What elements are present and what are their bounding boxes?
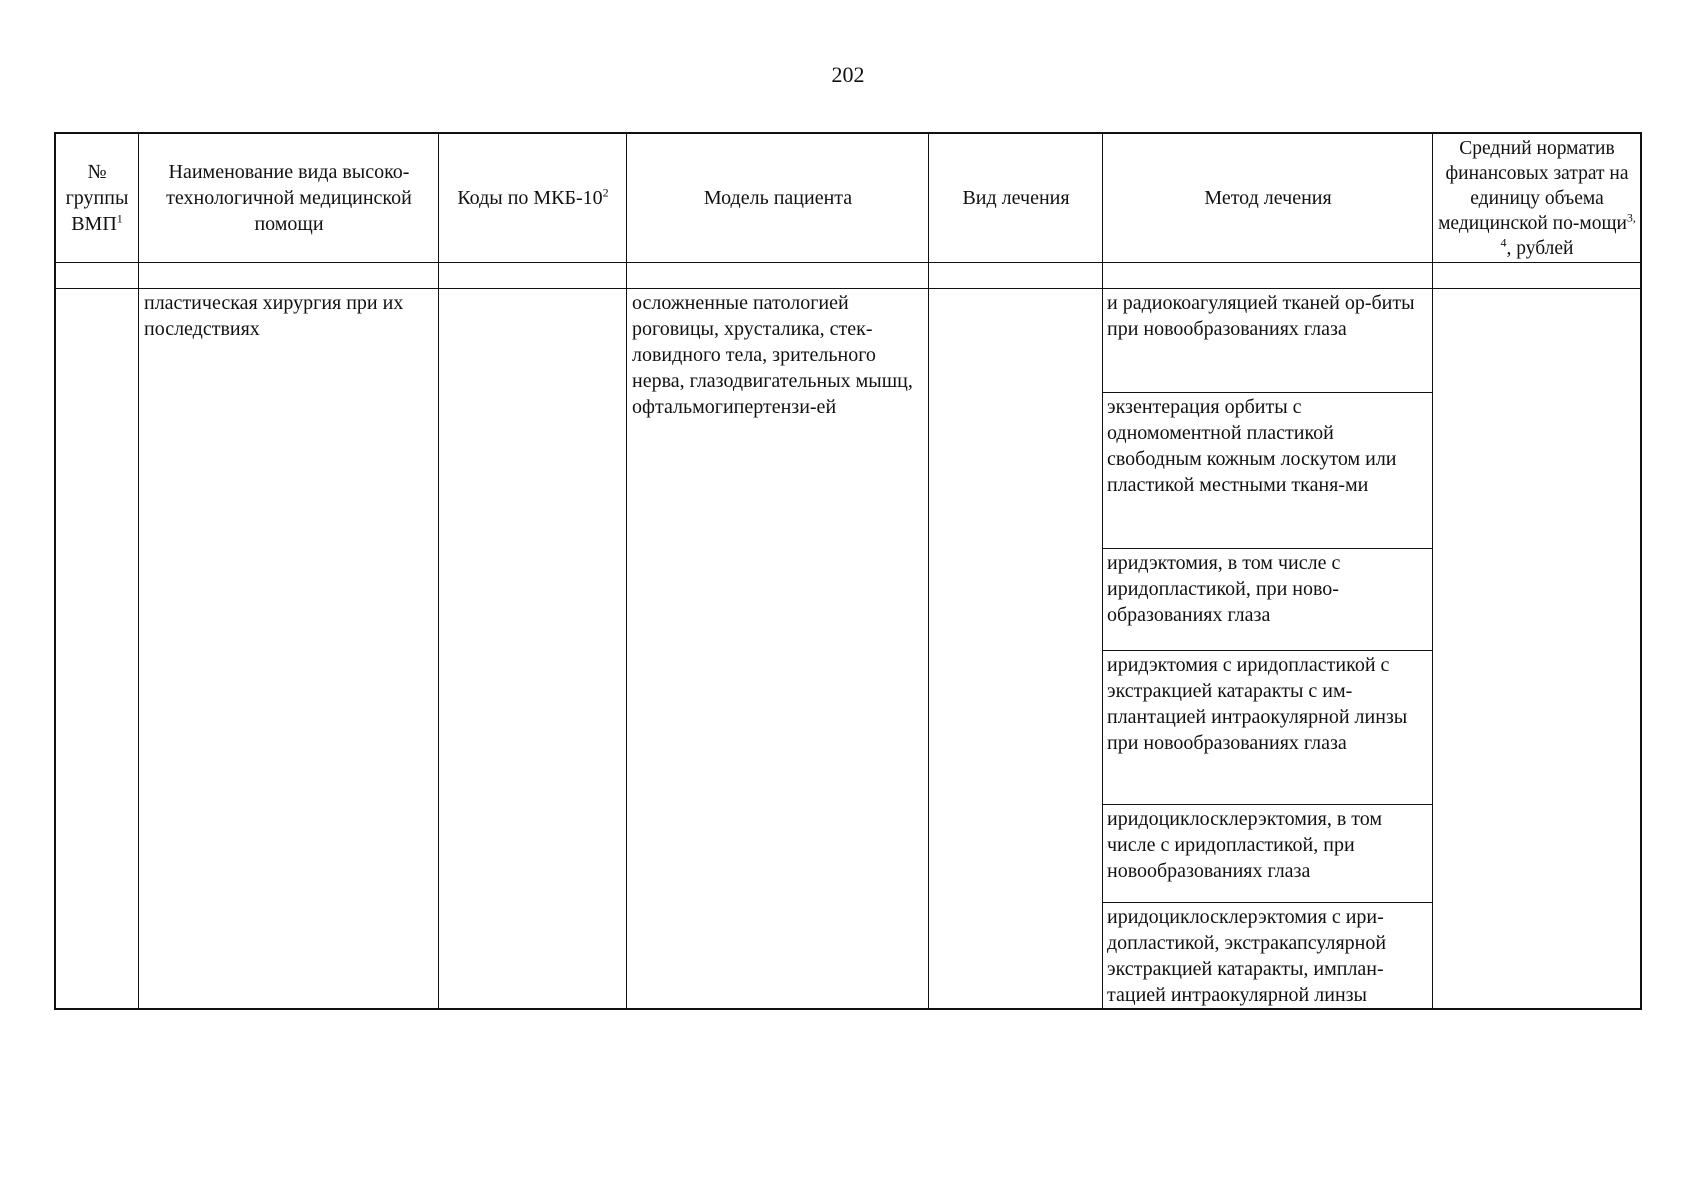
header-care-type-name: Наименование вида высоко-технологичной медицинской помощи (166, 161, 412, 235)
medical-care-table (54, 132, 1642, 1010)
treatment-method-item: иридоциклосклерэктомия с ири-допластикой, экстракапсулярной экстракцией катаракты, имплан-тацией интраокулярной линзы (1107, 906, 1387, 1006)
header-patient-model: Модель пациента (703, 187, 853, 209)
page-number: 202 (831, 62, 865, 87)
header-treatment-type: Вид лечения (962, 187, 1070, 209)
header-divider (56, 288, 1640, 289)
column-divider (138, 134, 139, 1008)
method-divider (1102, 548, 1432, 549)
header-group-number: № группы ВМП$^1$ (65, 161, 129, 235)
method-divider (1102, 804, 1432, 805)
column-divider (928, 134, 929, 1008)
column-divider (1432, 134, 1433, 1008)
method-divider (1102, 902, 1432, 903)
treatment-method-item: иридэктомия, в том числе с иридопластикой, при ново-образованиях глаза (1107, 552, 1341, 626)
header-icd-codes: Коды по МКБ-$10^2$ (457, 185, 609, 209)
treatment-method-item: иридэктомия с иридопластикой с экстракцией катаракты с им-плантацией интраокулярной линзы при новообразованиях глаза (1107, 654, 1408, 754)
patient-model-cell: осложненные патологией роговицы, хрусталика, стек-ловидного тела, зрительного нерва, глазодвигательных мышц, офтальмогипертензи-ей (632, 292, 913, 418)
header-average-cost: Средний норматив финансовых затрат на единицу объема медицинской по-мощи$^{3, 4}$, рублей (1438, 137, 1636, 259)
treatment-method-item: иридоциклосклерэктомия, в том числе с иридопластикой, при новообразованиях глаза (1107, 808, 1383, 882)
care-type-name-cell: пластическая хирургия при их последствиях (144, 292, 404, 340)
treatment-method-item: экзентерация орбиты с одномоментной пластикой свободным кожным лоскутом или пластикой местными тканя-ми (1107, 396, 1397, 496)
header-divider (56, 262, 1640, 263)
header-treatment-method: Метод лечения (1204, 187, 1332, 209)
column-divider (1102, 134, 1103, 1008)
column-divider (626, 134, 627, 1008)
method-divider (1102, 650, 1432, 651)
treatment-method-item: и радиокоагуляцией тканей ор-биты при новообразованиях глаза (1107, 292, 1415, 340)
method-divider (1102, 392, 1432, 393)
column-divider (438, 134, 439, 1008)
